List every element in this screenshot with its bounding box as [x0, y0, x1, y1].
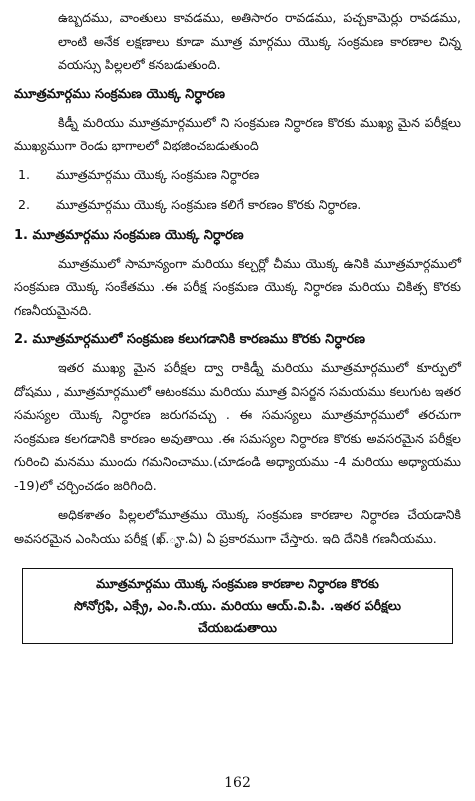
list-item-number: 2.: [18, 196, 31, 212]
list-item-text: మూత్రమార్గము యొక్క సంక్రమణ నిర్ధారణ: [56, 166, 260, 182]
section2-heading: 2. మూత్రమార్గములో సంక్రమణ కలుగడానికి కారణము కొరకు నిర్ధారణ: [14, 332, 366, 347]
list-item-number: 1.: [18, 166, 31, 182]
section1-paragraph: మూత్రములో సామాన్యంగా మరియు కల్చర్లో చీము యొక్క ఉనికి మూత్రమార్గములో సంక్రమణ యొక్క సంకేతము .ఈ పరీక్ష సంక్రమణ యొక్క నిర్ధారణ మరియు చికిత్స కొరకు గణనీయమైనది.: [14, 255, 461, 318]
main-paragraph: కిడ్నీ మరియు మూత్రమార్గములో ని సంక్రమణ నిర్ధారణ కొరకు ముఖ్య మైన పరీక్షలు ముఖ్యముగా రెండు భాగాలలో విభజించబడుతుంది: [14, 114, 461, 153]
main-heading: మూత్రమార్గము సంక్రమణ యొక్క నిర్ధారణ: [14, 86, 226, 102]
summary-line-2: సోనోగ్రఫి, ఎక్స్రే, ఎం.సి.యు. మరియు ఆయ్.వి.పి. .ఇతర పరీక్షలు: [74, 598, 401, 613]
section2-paragraph-2: అధికశాతం పిల్లలలోమూత్రము యొక్క సంక్రమణ కారణాల నిర్ధారణ చేయడానికి అవసరమైన ఎంసియు పరీక్ష (ఖ్.ౄ.ఏ) ఏ ప్రకారముగా చేస్తారు. ఇది దేనికి గణనీయము.: [14, 507, 461, 546]
list-item: [14, 194, 461, 216]
list-item-text: మూత్రమార్గము యొక్క సంక్రమణ కలిగే కారణం కొరకు నిర్ధారణ.: [56, 196, 362, 212]
summary-box: [22, 568, 453, 644]
summary-line-1: మూత్రమార్గము యొక్క సంక్రమణ కారణాల నిర్ధారణ కొరకు: [96, 576, 379, 591]
diagnosis-list: [14, 164, 461, 216]
section2-paragraph-1: ఇతర ముఖ్య మైన పరీక్షల ద్వా రాకిడ్నీ మరియు మూత్రమార్గములో కూర్పులో దోషము , మూత్రమార్గములో ఆటంకము మరియు మూత్ర విసర్జన సమయము కలుగుట ఇతర సమస్యల యొక్క నిర్ధారణ జరుగవచ్చు . ఈ సమస్యలు మూత్రమార్గములో తరచుగా సంక్రమణ కలగడానికి కారణం అవుతాయి .ఈ సమస్యల నిర్ధారణ కొరకు అవసరమైన పరీక్షల గురించి మనము ముందు గమనించాము.(చూడండి అధ్యాయము -4 మరియు అధ్యాయము -19)లో చర్చించడం జరిగింది.: [14, 360, 461, 493]
list-item: [14, 164, 461, 186]
summary-line-3: చేయబడుతాయి: [198, 620, 277, 635]
page-number: 162: [224, 775, 251, 791]
intro-paragraph: ఉబ్బదము, వాంతులు కావడము, అతిసారం రావడము, పచ్చకామెర్లు రావడము, లాంటి అనేక లక్షణాలు కూడా మూత్ర మార్గము యొక్క సంక్రమణ కారణాల చిన్న వయస్సు పిల్లలలో కనబడుతుంది.: [58, 10, 461, 72]
section1-heading: 1. మూత్రమార్గము సంక్రమణ యొక్క నిర్ధారణ: [14, 227, 244, 243]
